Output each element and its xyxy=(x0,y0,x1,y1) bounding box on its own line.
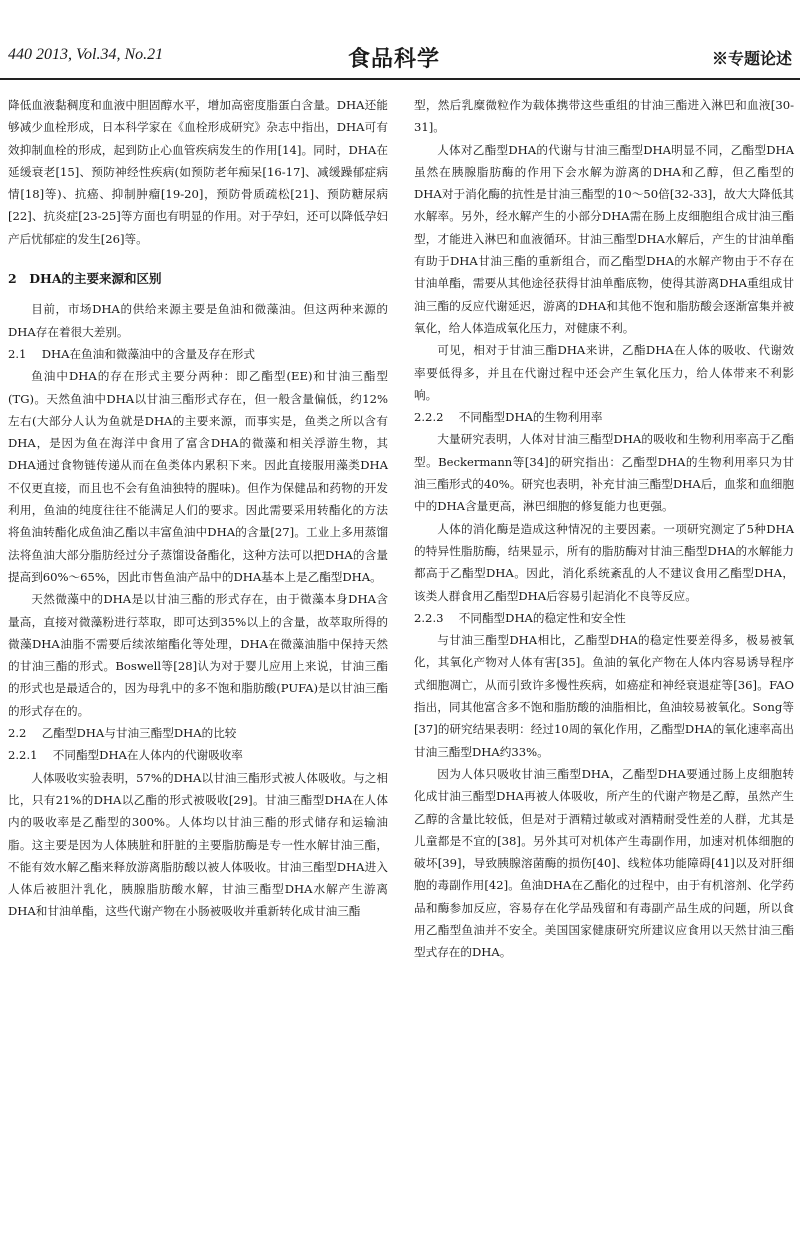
left-column xyxy=(8,94,388,923)
paragraph: 鱼油中DHA的存在形式主要分两种：即乙酯型(EE)和甘油三酯型(TG)。天然鱼油中DHA以甘油三酯形式存在，但一般含量偏低，约12%左右(大部分人认为鱼就是DHA的主要来源，而事实是，鱼类之所以含有DHA，是因为鱼在海洋中食用了富含DHA的微藻和相关浮游生物，其DHA通过食物链传递从而在鱼类体内累积下来。因此直接服用藻类DHA不仅更直接，而且也不会有鱼油独特的腥味)。但作为保健品和药物的开发利用，鱼油的纯度往往不能满足人们的要求。因此需要采用转酯化的方法将鱼油转酯化成鱼油乙酯以丰富鱼油中DHA的含量[27]。工业上多用蒸馏法将鱼油大部分脂肪经过分子蒸馏设备酯化，这种方法可以把DHA的含量提高到60%～65%，因此市售鱼油产品中的DHA基本上是乙酯型DHA。 xyxy=(8,369,388,584)
paragraph: 因为人体只吸收甘油三酯型DHA，乙酯型DHA要通过肠上皮细胞转化成甘油三酯型DHA再被人体吸收，所产生的代谢产物是乙醇，虽然产生乙醇的含量比较低，但是对于酒精过敏或对酒精耐受性差的人群，尤其是儿童都是不宜的[38]。另外其可对机体产生毒副作用，加速对机体细胞的破坏[39]，导致胰腺溶菌酶的损伤[40]、线粒体功能障碍[41]以及对肝细胞的毒副作用[42]。鱼油DHA在乙酯化的过程中，由于有机溶剂、化学药品和酶参加反应，容易存在化学品残留和有毒副产品生成的问题，所以食用乙酯型鱼油并不安全。美国国家健康研究所建议应食用以天然甘油三酯型式存在的DHA。 xyxy=(414,766,794,960)
paragraph: 大量研究表明，人体对甘油三酯型DHA的吸收和生物利用率高于乙酯型。Beckermann等[34]的研究指出：乙酯型DHA的生物利用率只为甘油三酯形式的40%。研究也表明，补充甘油三酯型DHA后，血浆和血细胞中的DHA含量更高，淋巴细胞的修复能力也更强。 xyxy=(414,432,794,514)
paragraph: 人体对乙酯型DHA的代谢与甘油三酯型DHA明显不同，乙酯型DHA虽然在胰腺脂肪酶的作用下会水解为游离的DHA和乙醇，但乙酯型的DHA对于消化酶的抗性是甘油三酯型的10～50倍[32-33]，故大大降低其水解率。另外，经水解产生的小部分DHA需在肠上皮细胞组合成甘油三酯型，才能进入淋巴和血液循环。甘油三酯型DHA水解后，产生的甘油单酯有助于DHA甘油三酯的重新组合，而乙酯型DHA的水解产物由于不存在甘油单酯，需要从其他途径获得甘油单酯底物，使得其游离DHA重组成甘油三酯的反应代谢延迟，游离的DHA和其他不饱和脂肪酸会逐渐富集并被氧化，给人体造成氧化压力，对健康不利。 xyxy=(414,142,794,335)
paragraph: 可见，相对于甘油三酯DHA来讲，乙酯DHA在人体的吸收、代谢效率要低得多，并且在代谢过程中还会产生氧化压力，给人体带来不利影响。 xyxy=(414,343,794,402)
paragraph: 人体吸收实验表明，57%的DHA以甘油三酯形式被人体吸收。与之相比，只有21%的DHA以乙酯的形式被吸收[29]。甘油三酯型DHA在人体内的吸收率是乙酯型的300%。人体均以甘油三酯的形式储存和运输油脂。这主要是因为人体胰脏和肝脏的主要脂肪酶是专一性水解甘油三酯，不能有效水解乙酯来释放游离脂肪酸以被人体吸收。甘油三酯型DHA进入人体后被胆汁乳化，胰腺脂肪酸水解，甘油三酯型DHA水解产生游离DHA和甘油单酯，这些代谢产物在小肠被吸收并重新转化成甘油三酯 xyxy=(8,770,388,919)
paragraph: 降低血液黏稠度和血液中胆固醇水平，增加高密度脂蛋白含量。DHA还能够减少血栓形成，日本科学家在《血栓形成研究》杂志中指出，DHA可有效抑制血栓的形成，起到防止心血管疾病发生的作用[14]。同时，DHA在延缓衰老[15]、预防神经性疾病(如预防老年痴呆[16-17]、减缓躁郁症病情[18]等)、抗癌、抑制肿瘤[19-20]，预防骨质疏松[21]、预防糖尿病[22]、抗炎症[23-25]等方面也有明显的作用。对于孕妇，还可以降低孕妇产后忧郁症的发生[26]等。 xyxy=(8,98,388,246)
paragraph: 与甘油三酯型DHA相比，乙酯型DHA的稳定性要差得多，极易被氧化，其氧化产物对人体有害[35]。鱼油的氧化产物在人体内容易诱导程序式细胞凋亡，从而引致许多慢性疾病，如癌症和神经衰退症等[36]。FAO指出，同其他富含多不饱和脂肪酸的油脂相比，鱼油较易被氧化。Song等[37]的研究结果表明：经过10周的氧化作用，乙酯型DHA的氧化速率高出甘油三酯型DHA约33%。 xyxy=(414,633,794,759)
paragraph: 人体的消化酶是造成这种情况的主要因素。一项研究测定了5种DHA的特异性脂肪酶，结果显示，所有的脂肪酶对甘油三酯型DHA的水解能力都高于乙酯型DHA。因此，消化系统紊乱的人不建议食用乙酯型DHA，该类人群食用乙酯型DHA后容易引起消化不良等反应。 xyxy=(414,521,794,603)
right-column xyxy=(414,94,794,964)
subsubsection-heading: 2.2.1 不同酯型DHA在人体内的代谢吸收率 xyxy=(8,748,243,763)
page-info: 440 2013, Vol.34, No.21 xyxy=(8,46,164,63)
journal-title: 食品科学 xyxy=(348,47,441,72)
paragraph: 目前，市场DHA的供给来源主要是鱼油和微藻油。但这两种来源的DHA存在着很大差别。 xyxy=(8,302,388,339)
subsubsection-heading: 2.2.2 不同酯型DHA的生物利用率 xyxy=(414,410,603,425)
subsection-heading: 2.1 DHA在鱼油和微藻油中的含量及存在形式 xyxy=(8,346,255,361)
header-rule xyxy=(0,78,800,80)
subsubsection-heading: 2.2.3 不同酯型DHA的稳定性和安全性 xyxy=(414,610,626,625)
section-label: ※专题论述 xyxy=(711,49,792,68)
page-header xyxy=(8,42,792,74)
paragraph: 天然微藻中的DHA是以甘油三酯的形式存在，由于微藻本身DHA含量高，直接对微藻粉进行萃取，即可达到35%以上的含量，故萃取所得的微藻DHA油脂不需要后续浓缩酯化等处理，DHA在微藻油脂中保持天然的甘油三酯的形式。Boswell等[28]认为对于婴儿应用上来说，甘油三酯的形式也是最适合的，因为母乳中的多不饱和脂肪酸(PUFA)是以甘油三酯的形式存在的。 xyxy=(8,592,388,718)
subsection-heading: 2.2 乙酯型DHA与甘油三酯型DHA的比较 xyxy=(8,726,237,741)
paragraph: 型，然后乳糜微粒作为载体携带这些重组的甘油三酯进入淋巴和血液[30-31]。 xyxy=(414,98,794,135)
section-heading: 2 DHA的主要来源和区别 xyxy=(8,271,162,287)
